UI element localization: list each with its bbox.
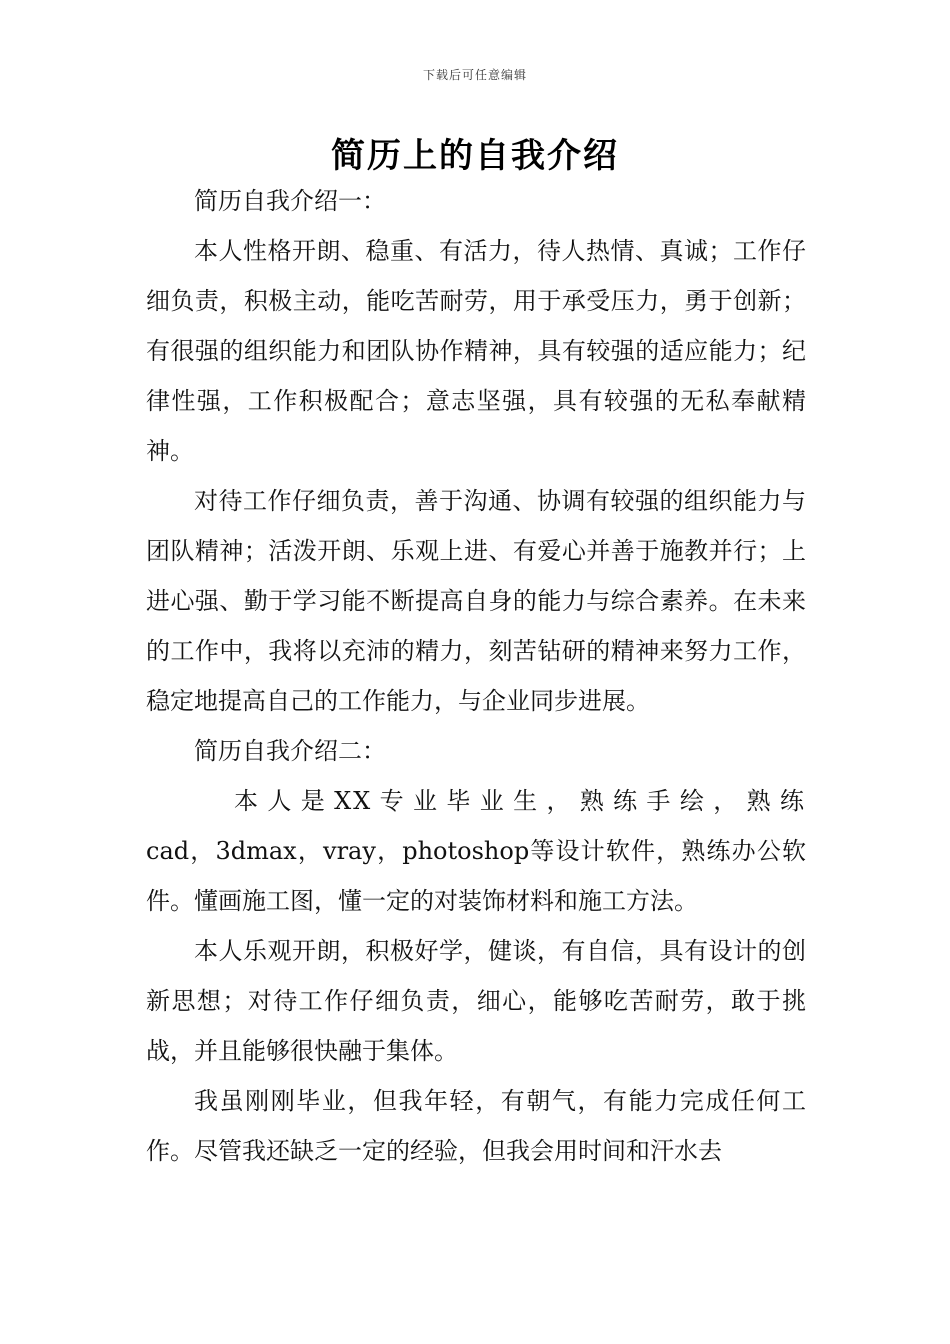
paragraph: 对待工作仔细负责，善于沟通、协调有较强的组织能力与团队精神；活泼开朗、乐观上进、有爱心并善于施教并行；上进心强、勤于学习能不断提高自身的能力与综合素养。在未来的工作中，我将以充沛的精力，刻苦钻研的精神来努力工作，稳定地提高自己的工作能力，与企业同步进展。 <box>146 487 806 715</box>
paragraph: 本人性格开朗、稳重、有活力，待人热情、真诚；工作仔细负责，积极主动，能吃苦耐劳，用于承受压力，勇于创新；有很强的组织能力和团队协作精神，具有较强的适应能力；纪律性强，工作积极配合；意志坚强，具有较强的无私奉献精神。 <box>146 237 806 465</box>
header-note: 下载后可任意编辑 <box>422 68 527 82</box>
section-heading-2: 简历自我介绍二： <box>194 737 386 765</box>
paragraph: 本人是XX专业毕业生，熟练手绘，熟练 <box>234 787 806 815</box>
document-title: 简历上的自我介绍 <box>331 136 619 176</box>
paragraph: 我虽刚刚毕业，但我年轻，有朝气，有能力完成任何工作。尽管我还缺乏一定的经验，但我会用时间和汗水去 <box>146 1087 806 1165</box>
paragraph: 本人乐观开朗，积极好学，健谈，有自信，具有设计的创新思想；对待工作仔细负责，细心，能够吃苦耐劳，敢于挑战，并且能够很快融于集体。 <box>146 937 806 1065</box>
paragraph: cad，3dmax，vray，photoshop等设计软件，熟练办公软件。懂画施工图，懂一定的对装饰材料和施工方法。 <box>146 837 806 915</box>
document-body <box>146 176 806 1176</box>
section-heading-1: 简历自我介绍一： <box>194 187 386 215</box>
